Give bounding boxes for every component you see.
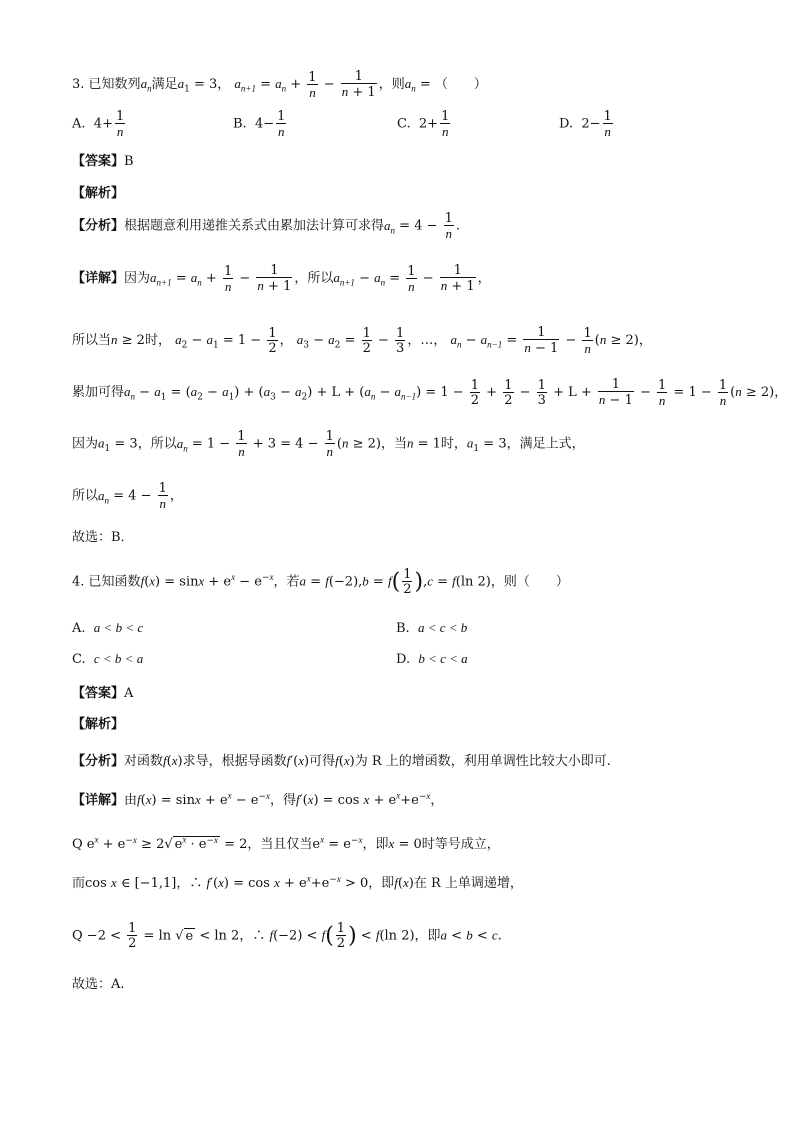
q3-analysis-heading: 【解析】 [72,186,125,201]
q3-detail-line-4: 因为$a_1 = 3$，所以$a_n = 1$ − $\frac{1}{n}$ + 3 = 4 − $\frac{1}{n}$ (n ≥ 2)，当n = 1时，$a_1 = 3$，满足上式， [72,429,585,459]
q3-stem: 3. 已知数列$a_n$满足$a_1 = 3$， $a_{n+1} = a_n$ + $\frac{1}{n}$ − $\frac{1}{n + 1}$ ，则$a_n$ = （ ） [72,69,487,100]
q3-detail-line-1: 【详解】因为$a_{n+1} = a_n$ + $\frac{1}{n}$ − $\frac{1}{n + 1}$ ，所以$a_{n+1} - a_n$ = $\frac{1}{n}$ − $\frac{1}{n + 1}$ ， [72,263,491,294]
q3-option-c[interactable]: C. 2+ $\frac{1}{n}$ [397,109,450,139]
q3-detail-line-2: 所以当n ≥ 2时， $a_2 - a_1 = 1$ − $\frac{1}{2}$ ， $a_3 - a_2$ = $\frac{1}{2}$ − $\frac{1}{3}$ ，…， $a_n - a_{n-1}$ = $\frac{1}{n - 1}$ − $\frac{1}{n}$ (n ≥ 2)， [72,325,652,356]
q4-fenxi: 【分析】对函数f(x)求导，根据导函数f′(x)可得f(x)为 R 上的增函数，利用单调性比较大小即可. [72,753,611,769]
q3-choose: 故选：B． [72,530,134,545]
q4-number: 4. [72,574,85,590]
q3-option-a[interactable]: A. 4+ $\frac{1}{n}$ [72,109,125,139]
q4-detail-line-1: 【详解】由$f(x) = \sin x + e^x - e^{-x}$，得$f'(x) = \cos x + e^x+e^{-x}$， [72,790,444,808]
q3-detail-line-5: 所以$a_n = 4$ − $\frac{1}{n}$ ， [72,481,183,511]
q3-number: 3. [72,77,85,92]
q4-detail-line-4: Q −2 < $\frac{1}{2}$ = ln √ e < ln 2，∴ f(−2) < f( $\frac{1}{2}$ ) < f(ln 2)，即a < b < c. [72,921,502,951]
q4-analysis-heading: 【解析】 [72,717,125,732]
q4-detail-line-3: 而cos x ∈ [−1,1]，∴ $f'(x) = \cos x + e^x+e^{-x} > 0$，即f(x)在 R 上单调递增， [72,873,523,891]
q4-option-d[interactable]: D. b < c < a [396,651,468,667]
q3-detail-line-3: 累加可得$a_n - a_1 = (a_2 - a_1) + (a_3 - a_2) + L + (a_n - a_{n-1}) = 1$ − $\frac{1}{2}$ + $\frac{1}{2}$ − $\frac{1}{3}$ + L + $\frac{1}{n - 1}$ − $\frac{1}{n}$ = 1 − $\frac{1}{n}$ (n ≥ 2)， [72,377,788,408]
q4-answer: 【答案】A [72,686,134,701]
q4-detail-line-2: Q $e^x + e^{-x} \ge 2√$ $e^x \cdot e^{-x} = 2$，当且仅当$e^x = e^{-x}$，即x = 0时等号成立， [72,834,500,852]
q3-fenxi: 【分析】根据题意利用递推关系式由累加法计算可求得$a_n = 4$ − $\frac{1}{n}$ . [72,211,461,241]
q4-option-a[interactable]: A. a < b < c [72,620,144,636]
q4-option-b[interactable]: B. a < c < b [396,620,468,636]
q3-option-d[interactable]: D. 2− $\frac{1}{n}$ [559,109,612,139]
q4-stem: 4. 已知函数$f(x) = \sin x + e^x - e^{-x}$，若a = f(−2),b = f( $\frac{1}{2}$ ),c = f(ln 2)，则（ ） [72,567,569,597]
q3-answer: 【答案】B [72,154,134,169]
q3-option-b[interactable]: B. 4− $\frac{1}{n}$ [233,109,286,139]
q4-choose: 故选：A. [72,977,125,992]
q4-option-c[interactable]: C. c < b < a [72,651,144,667]
